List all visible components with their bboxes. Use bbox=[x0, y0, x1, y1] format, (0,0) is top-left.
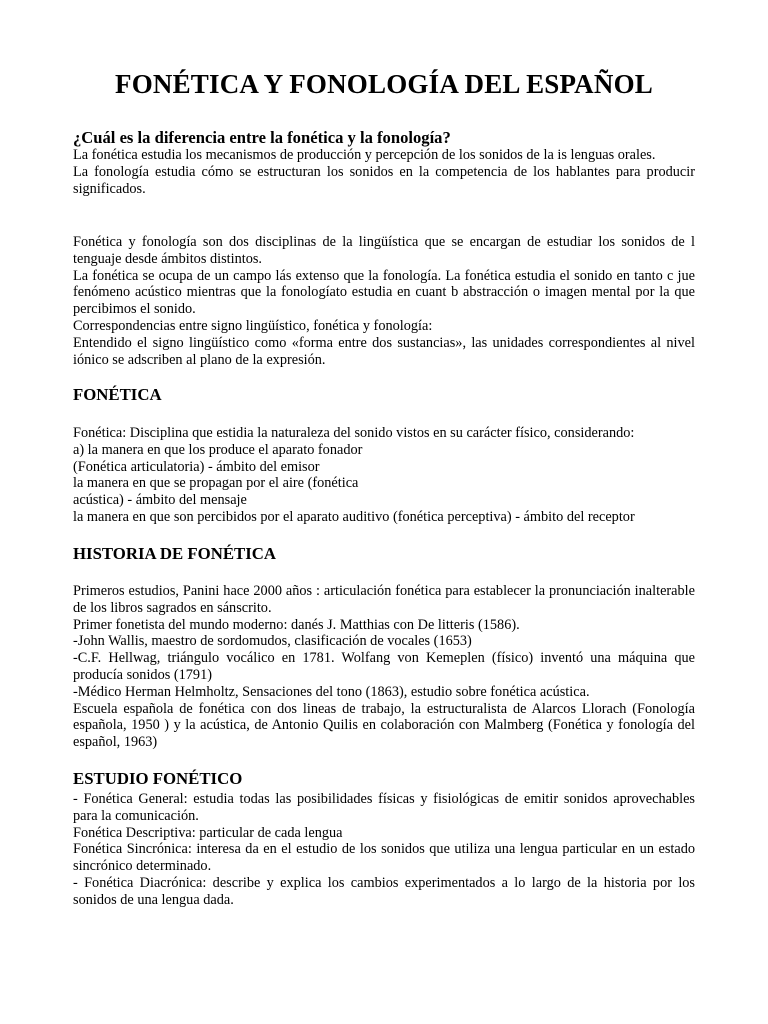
discipline-paragraph-1: Fonética y fonología son dos disciplinas de la lingüística que se encargan de estudiar los sonidos de l tenguaje desde ámbitos distintos. bbox=[73, 234, 695, 267]
intro-paragraph-1: La fonética estudia los mecanismos de producción y percepción de los sonidos de la is lenguas orales. bbox=[73, 147, 656, 163]
discipline-paragraph-4: Entendido el signo lingüístico como «forma entre dos sustancias», las unidades correspondientes al nivel iónico se adscriben al plano de la expresión. bbox=[73, 334, 695, 368]
fonetica-line: (Fonética articulatoria) - ámbito del emisor bbox=[73, 458, 320, 475]
fonetica-line: la manera en que se propagan por el aire (fonética bbox=[73, 475, 359, 492]
discipline-paragraph-2: La fonética se ocupa de un campo lás extenso que la fonología. La fonética estudia el sonido en tanto c jue fenómeno acústico mientras que la fonologíato estudia en cuant b abstracción o imagen mental por la que percibimos el sonido. bbox=[73, 267, 695, 318]
fonetica-line: Fonética: Disciplina que estidia la naturaleza del sonido vistos en su carácter físico, considerando: bbox=[73, 425, 635, 441]
fonetica-heading: FONÉTICA bbox=[73, 385, 162, 404]
historia-paragraph-5: -Médico Herman Helmholtz, Sensaciones del tono (1863), estudio sobre fonética acústica. bbox=[73, 683, 590, 700]
document-title: FONÉTICA Y FONOLOGÍA DEL ESPAÑOL bbox=[115, 69, 653, 99]
estudio-paragraph-3: Fonética Sincrónica: interesa da en el estudio de los sonidos que utiliza una lengua particular en un estado sincrónico determinado. bbox=[73, 841, 695, 875]
historia-paragraph-2: Primer fonetista del mundo moderno: danés J. Matthias con De litteris (1586). bbox=[73, 616, 520, 633]
fonetica-line: a) la manera en que los produce el aparato fonador bbox=[73, 441, 363, 458]
estudio-paragraph-4: - Fonética Diacrónica: describe y explica los cambios experimentados a lo largo de la historia por los sonidos de una lengua dada. bbox=[73, 874, 695, 908]
estudio-paragraph-1: - Fonética General: estudia todas las posibilidades físicas y fisiológicas de emitir sonidos aprovechables para la comunicación. bbox=[73, 791, 695, 824]
discipline-paragraph-3: Correspondencias entre signo lingüístico, fonética y fonología: bbox=[73, 317, 433, 334]
historia-paragraph-3: -John Wallis, maestro de sordomudos, clasificación de vocales (1653) bbox=[73, 633, 472, 650]
discipline-section bbox=[73, 234, 695, 368]
estudio-paragraph-2: Fonética Descriptiva: particular de cada lengua bbox=[73, 824, 343, 841]
intro-paragraph-2: La fonología estudia cómo se estructuran los sonidos en la competencia de los hablantes para producir significados. bbox=[73, 163, 695, 197]
historia-paragraph-1: Primeros estudios, Panini hace 2000 años : articulación fonética para establecer la pronunciación inalterable de los libros sagrados en sánscrito. bbox=[73, 583, 695, 616]
intro-question-heading: ¿Cuál es la diferencia entre la fonética y la fonología? bbox=[73, 128, 451, 147]
fonetica-line: acústica) - ámbito del mensaje bbox=[73, 492, 247, 509]
intro-section bbox=[73, 128, 695, 197]
historia-paragraph-6: Escuela española de fonética con dos lineas de trabajo, la estructuralista de Alarcos Llorach (Fonología española, 1950 ) y la acústica, de Antonio Quilis en colaboración con Malmberg (Fonética y fonología del español, 1963) bbox=[73, 700, 695, 751]
fonetica-section bbox=[73, 425, 695, 526]
historia-paragraph-4: -C.F. Hellwag, triángulo vocálico en 1781. Wolfang von Kemeplen (físico) inventó una máquina que producía sonidos (1791) bbox=[73, 650, 695, 683]
historia-heading: HISTORIA DE FONÉTICA bbox=[73, 544, 276, 563]
fonetica-line: la manera en que son percibidos por el aparato auditivo (fonética perceptiva) - ámbito del receptor bbox=[73, 508, 635, 525]
historia-section bbox=[73, 583, 695, 751]
estudio-heading: ESTUDIO FONÉTICO bbox=[73, 769, 243, 788]
estudio-section bbox=[73, 791, 695, 909]
